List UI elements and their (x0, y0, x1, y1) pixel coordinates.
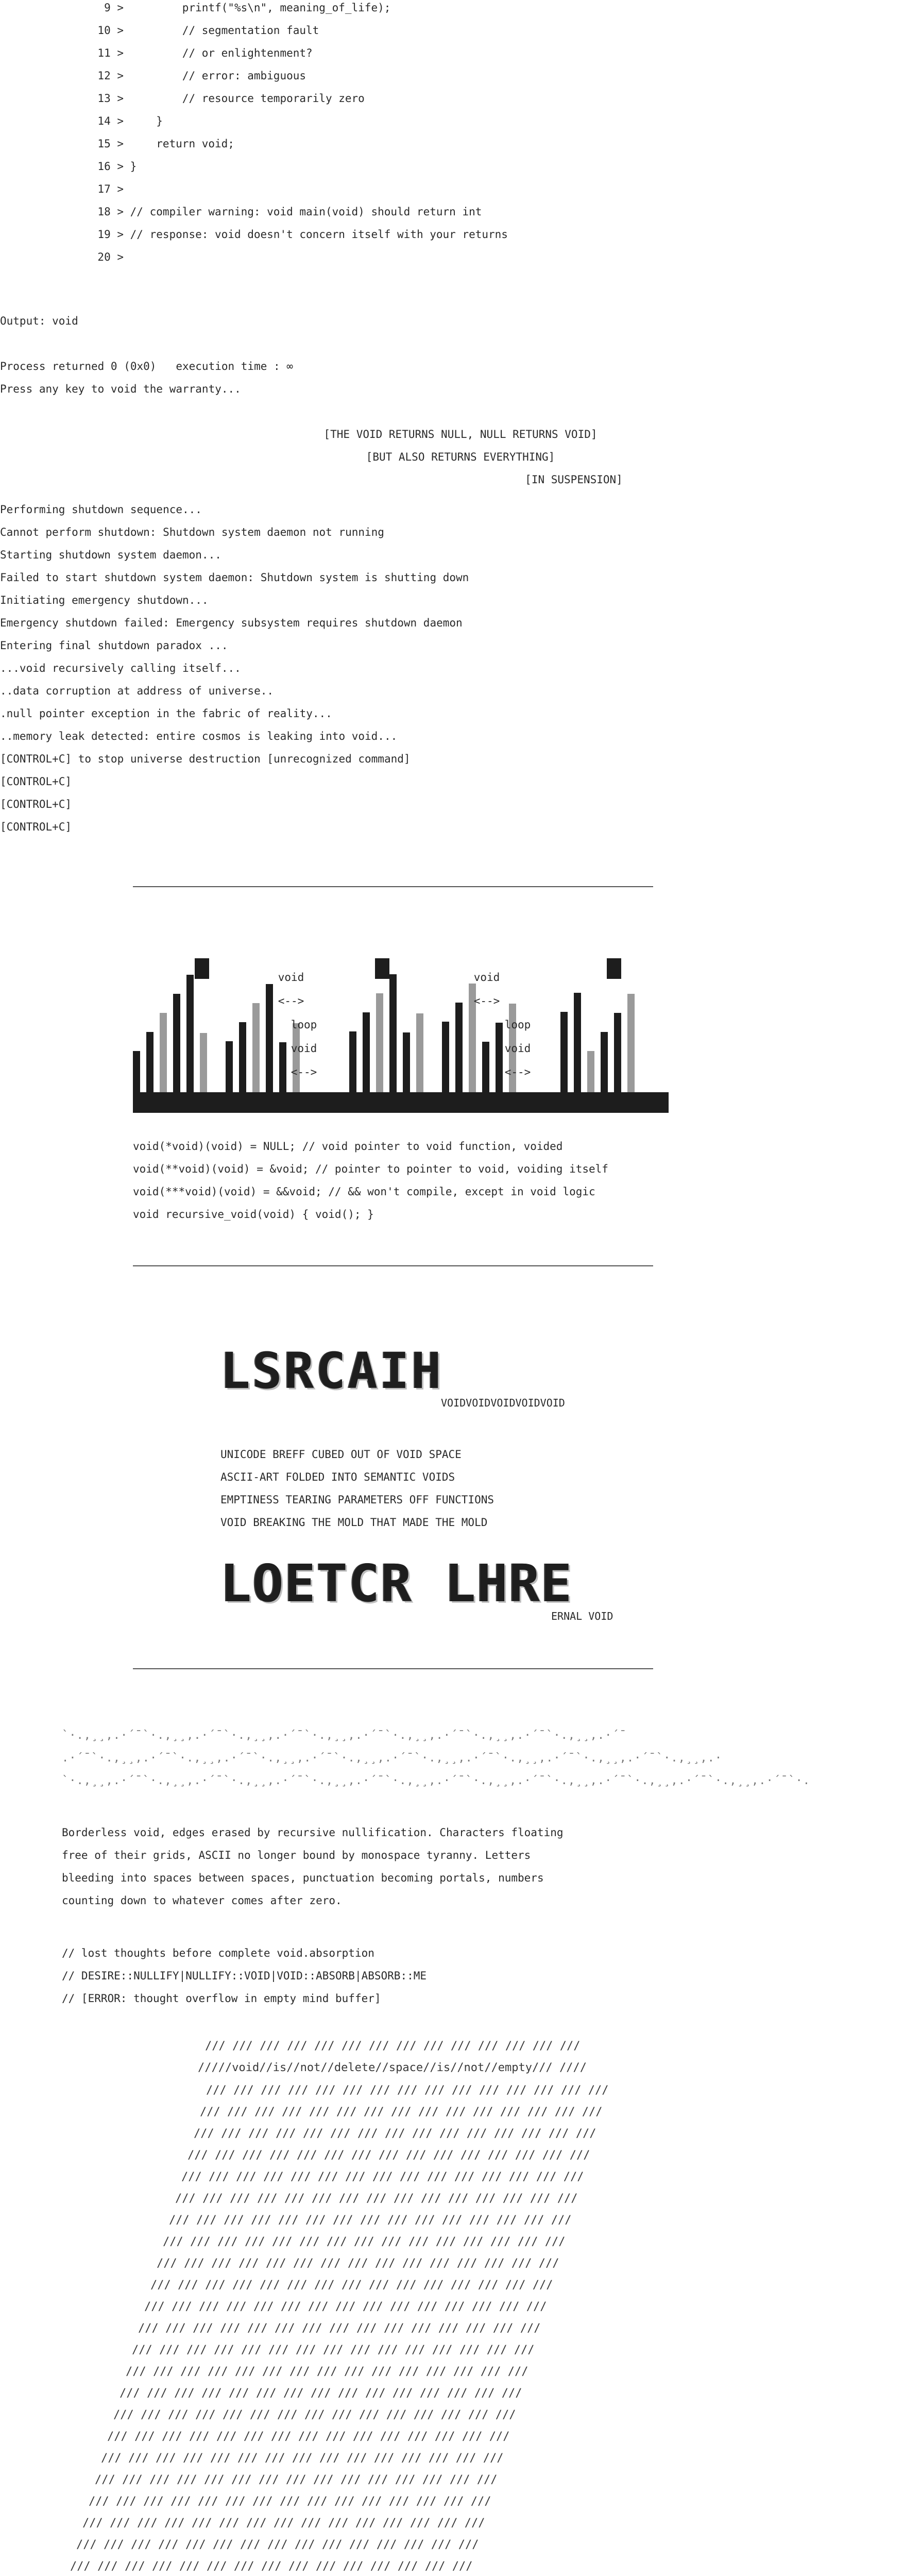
divider (133, 886, 653, 887)
shutdown-log-line: Emergency shutdown failed: Emergency subsystem requires shutdown daemon (0, 617, 463, 629)
diagram-block (173, 994, 180, 1092)
pointer-line-1: void(*void)(void) = NULL; // void pointer to void function, voided (133, 1140, 563, 1153)
paragraph-line-4: counting down to whatever comes after zero. (62, 1894, 342, 1907)
divider (133, 1668, 653, 1669)
divider (133, 1265, 653, 1266)
line-number: 12 > (97, 70, 124, 82)
slash-row: /// /// /// /// /// /// /// /// /// /// /// /// /// /// /// (107, 2430, 510, 2443)
code-line (0, 115, 163, 127)
shutdown-log-line: [CONTROL+C] to stop universe destruction [unrecognized command] (0, 753, 411, 765)
line-number: 15 > (97, 138, 124, 150)
banner-line-2: [BUT ALSO RETURNS EVERYTHING] (366, 451, 555, 463)
manifesto-line-2: ASCII-ART FOLDED INTO SEMANTIC VOIDS (220, 1471, 455, 1483)
shutdown-log-line: Failed to start shutdown system daemon: Shutdown system is shutting down (0, 571, 469, 584)
banner-line-3: [IN SUSPENSION] (525, 473, 623, 486)
diagram-block (482, 1042, 489, 1092)
slash-row: /// /// /// /// /// /// /// /// /// /// /// /// /// /// /// (76, 2538, 479, 2551)
shutdown-log-line: ...void recursively calling itself... (0, 662, 241, 674)
slash-row: /// /// /// /// /// /// /// /// /// /// /// /// /// /// /// (181, 2171, 584, 2183)
diagram-right-label-2: <--> (473, 995, 500, 1007)
diagram-block (146, 1032, 154, 1092)
code-text: // segmentation fault (130, 24, 319, 37)
paragraph-line-1: Borderless void, edges erased by recursive nullification. Characters floating (62, 1826, 564, 1839)
wave-line-2: .·´¯`·.,¸¸,.·´¯`·.,¸¸,.·´¯`·.,¸¸,.·´¯`·.,¸¸,.·´¯`·.,¸¸,.·´¯`·.,¸¸,.·´¯`·.,¸¸,.·´¯`·.,¸¸,.· (62, 1752, 723, 1765)
slash-row-top: /// /// /// /// /// /// /// /// /// /// /// /// /// /// (205, 2040, 581, 2053)
diagram-block (607, 958, 621, 979)
diagram-block (349, 1031, 356, 1092)
shutdown-log-line: ..data corruption at address of universe.. (0, 685, 274, 697)
shutdown-log-line: Entering final shutdown paradox ... (0, 639, 228, 652)
diagram-block (226, 1041, 233, 1092)
code-line (0, 25, 319, 36)
line-number: 9 > (104, 2, 124, 14)
line-number: 13 > (97, 92, 124, 105)
line-number: 17 > (97, 183, 124, 195)
comment-line-2: // DESIRE::NULLIFY|NULLIFY::VOID|VOID::ABSORB|ABSORB::ME (62, 1970, 427, 1982)
slash-row: /// /// /// /// /// /// /// /// /// /// /// /// /// /// /// (206, 2084, 609, 2097)
diagram-left-label-3: loop (291, 1019, 317, 1031)
shutdown-log-line: Initiating emergency shutdown... (0, 594, 209, 606)
diagram-block (496, 1023, 503, 1092)
code-text: // or enlightenment? (130, 47, 313, 59)
code-text: // resource temporarily zero (130, 92, 365, 105)
diagram-block (627, 994, 635, 1092)
diagram-block (587, 1051, 594, 1092)
slash-row: /// /// /// /// /// /// /// /// /// /// /// /// /// /// /// (194, 2127, 596, 2140)
diagram-block (403, 1032, 410, 1092)
shutdown-log-line: [CONTROL+C] (0, 798, 72, 810)
shutdown-log-line: ..memory leak detected: entire cosmos is leaking into void... (0, 730, 398, 742)
slash-row: /// /// /// /// /// /// /// /// /// /// /// /// /// /// /// (169, 2214, 572, 2227)
slash-row: /// /// /// /// /// /// /// /// /// /// /// /// /// /// /// (120, 2387, 522, 2400)
diagram-left-label-2: <--> (278, 995, 304, 1007)
pointer-line-2: void(**void)(void) = &void; // pointer to pointer to void, voiding itself (133, 1163, 608, 1175)
diagram-block (376, 993, 383, 1092)
process-line: Process returned 0 (0x0) execution time : ∞ (0, 360, 293, 372)
line-number: 16 > (97, 160, 124, 173)
slash-row-message: /////void//is//not//delete//space//is//not//empty/// //// (198, 2061, 587, 2074)
diagram-block (574, 993, 581, 1092)
diagram-block (601, 1032, 608, 1092)
pointer-line-3: void(***void)(void) = &&void; // && won't compile, except in void logic (133, 1185, 595, 1198)
slash-row: /// /// /// /// /// /// /// /// /// /// /// /// /// /// /// (150, 2279, 553, 2292)
manifesto-line-4: VOID BREAKING THE MOLD THAT MADE THE MOLD (220, 1516, 488, 1529)
line-number: 10 > (97, 24, 124, 37)
banner-line-1: [THE VOID RETURNS NULL, NULL RETURNS VOID] (323, 428, 598, 440)
diagram-block (195, 958, 209, 979)
code-line (0, 183, 130, 195)
code-line (0, 47, 313, 59)
diagram-block (293, 1023, 300, 1092)
diagram-block (363, 1012, 370, 1092)
line-number: 19 > (97, 228, 124, 241)
ascii-title-2-suffix: ERNAL VOID (551, 1610, 613, 1622)
diagram-right-label-5: <--> (504, 1066, 531, 1078)
shutdown-log-line: Cannot perform shutdown: Shutdown system daemon not running (0, 526, 384, 538)
slash-row: /// /// /// /// /// /// /// /// /// /// /// /// /// /// /// (95, 2473, 498, 2486)
wave-line-1: `·.,¸¸,.·´¯`·.,¸¸,.·´¯`·.,¸¸,.·´¯`·.,¸¸,.·´¯`·.,¸¸,.·´¯`·.,¸¸,.·´¯`·.,¸¸,.·´¯ (62, 1729, 627, 1742)
code-text: } (130, 115, 163, 127)
slash-row: /// /// /// /// /// /// /// /// /// /// /// /// /// /// /// (200, 2106, 603, 2119)
code-line (0, 251, 130, 263)
diagram-left-label-5: <--> (291, 1066, 317, 1078)
diagram-block (442, 1022, 449, 1092)
code-text: } (130, 160, 137, 173)
code-line (0, 161, 137, 172)
slash-row: /// /// /// /// /// /// /// /// /// /// /// /// /// /// /// (138, 2322, 541, 2335)
diagram-right-label-1: void (473, 971, 500, 984)
code-text: // compiler warning: void main(void) should return int (130, 206, 482, 218)
diagram-right-label-3: loop (504, 1019, 531, 1031)
diagram-block (389, 974, 397, 1092)
diagram-block (560, 1012, 568, 1092)
code-text: printf("%s\n", meaning_of_life); (130, 2, 391, 14)
code-line (0, 2, 390, 13)
comment-line-3: // [ERROR: thought overflow in empty mind buffer] (62, 1992, 381, 2005)
line-number: 20 > (97, 251, 124, 263)
slash-row: /// /// /// /// /// /// /// /// /// /// /// /// /// /// /// (144, 2300, 547, 2313)
code-line (0, 138, 234, 149)
slash-row: /// /// /// /// /// /// /// /// /// /// /// /// /// /// /// (70, 2560, 473, 2573)
paragraph-line-3: bleeding into spaces between spaces, punctuation becoming portals, numbers (62, 1872, 544, 1884)
line-number: 11 > (97, 47, 124, 59)
slash-row: /// /// /// /// /// /// /// /// /// /// /// /// /// /// /// (82, 2517, 485, 2530)
manifesto-line-1: UNICODE BREFF CUBED OUT OF VOID SPACE (220, 1448, 462, 1461)
diagram-block (614, 1013, 621, 1092)
slash-row: /// /// /// /// /// /// /// /// /// /// /// /// /// /// /// (113, 2409, 516, 2421)
slash-row: /// /// /// /// /// /// /// /// /// /// /// /// /// /// /// (157, 2257, 559, 2270)
slash-row: /// /// /// /// /// /// /// /// /// /// /// /// /// /// /// (163, 2235, 566, 2248)
code-line (0, 70, 306, 81)
shutdown-log-line: Starting shutdown system daemon... (0, 549, 221, 561)
slash-row: /// /// /// /// /// /// /// /// /// /// /// /// /// /// /// (101, 2452, 504, 2465)
diagram-block (200, 1033, 207, 1092)
slash-row: /// /// /// /// /// /// /// /// /// /// /// /// /// /// /// (89, 2495, 491, 2508)
line-number: 14 > (97, 115, 124, 127)
slash-row: /// /// /// /// /// /// /// /// /// /// /// /// /// /// /// (132, 2344, 535, 2357)
shutdown-log-line: [CONTROL+C] (0, 821, 72, 833)
diagram-block (252, 1003, 260, 1092)
diagram-right-label-4: void (504, 1042, 531, 1055)
shutdown-log-line: .null pointer exception in the fabric of reality... (0, 707, 332, 720)
diagram-block (375, 958, 389, 979)
line-number: 18 > (97, 206, 124, 218)
diagram-block (133, 1092, 669, 1113)
diagram-block (455, 1003, 463, 1092)
press-key-line: Press any key to void the warranty... (0, 383, 241, 395)
diagram-left-label-1: void (278, 971, 304, 984)
pointer-line-4: void recursive_void(void) { void(); } (133, 1208, 374, 1221)
paragraph-line-2: free of their grids, ASCII no longer bound by monospace tyranny. Letters (62, 1849, 531, 1861)
slash-row: /// /// /// /// /// /// /// /// /// /// /// /// /// /// /// (175, 2192, 578, 2205)
diagram-block (160, 1013, 167, 1092)
code-text: // response: void doesn't concern itself with your returns (130, 228, 508, 241)
ascii-title-1-suffix: VOIDVOIDVOIDVOIDVOID (441, 1397, 565, 1409)
slash-row: /// /// /// /// /// /// /// /// /// /// /// /// /// /// /// (187, 2149, 590, 2162)
ascii-title-2: LOETCR LHRE (220, 1553, 573, 1614)
diagram-block (186, 975, 194, 1092)
wave-line-3: `·.,¸¸,.·´¯`·.,¸¸,.·´¯`·.,¸¸,.·´¯`·.,¸¸,.·´¯`·.,¸¸,.·´¯`·.,¸¸,.·´¯`·.,¸¸,.·´¯`·.,¸¸,.·´¯`·.,¸¸,.·´¯`·. (62, 1774, 811, 1787)
diagram-block (416, 1013, 423, 1092)
void-loop-diagram (133, 948, 669, 1118)
ascii-title-1: LSRCAIH (220, 1342, 444, 1400)
code-text: return void; (130, 138, 234, 150)
code-line (0, 93, 365, 104)
diagram-block (239, 1022, 246, 1092)
diagram-left-label-4: void (291, 1042, 317, 1055)
code-line (0, 206, 482, 217)
code-line (0, 229, 508, 240)
comment-line-1: // lost thoughts before complete void.absorption (62, 1947, 374, 1959)
output-line: Output: void (0, 315, 78, 327)
diagram-block (133, 1051, 140, 1092)
code-text: // error: ambiguous (130, 70, 306, 82)
shutdown-log-line: [CONTROL+C] (0, 775, 72, 788)
shutdown-log-line: Performing shutdown sequence... (0, 503, 202, 516)
manifesto-line-3: EMPTINESS TEARING PARAMETERS OFF FUNCTIONS (220, 1494, 494, 1506)
slash-row: /// /// /// /// /// /// /// /// /// /// /// /// /// /// /// (126, 2365, 528, 2378)
